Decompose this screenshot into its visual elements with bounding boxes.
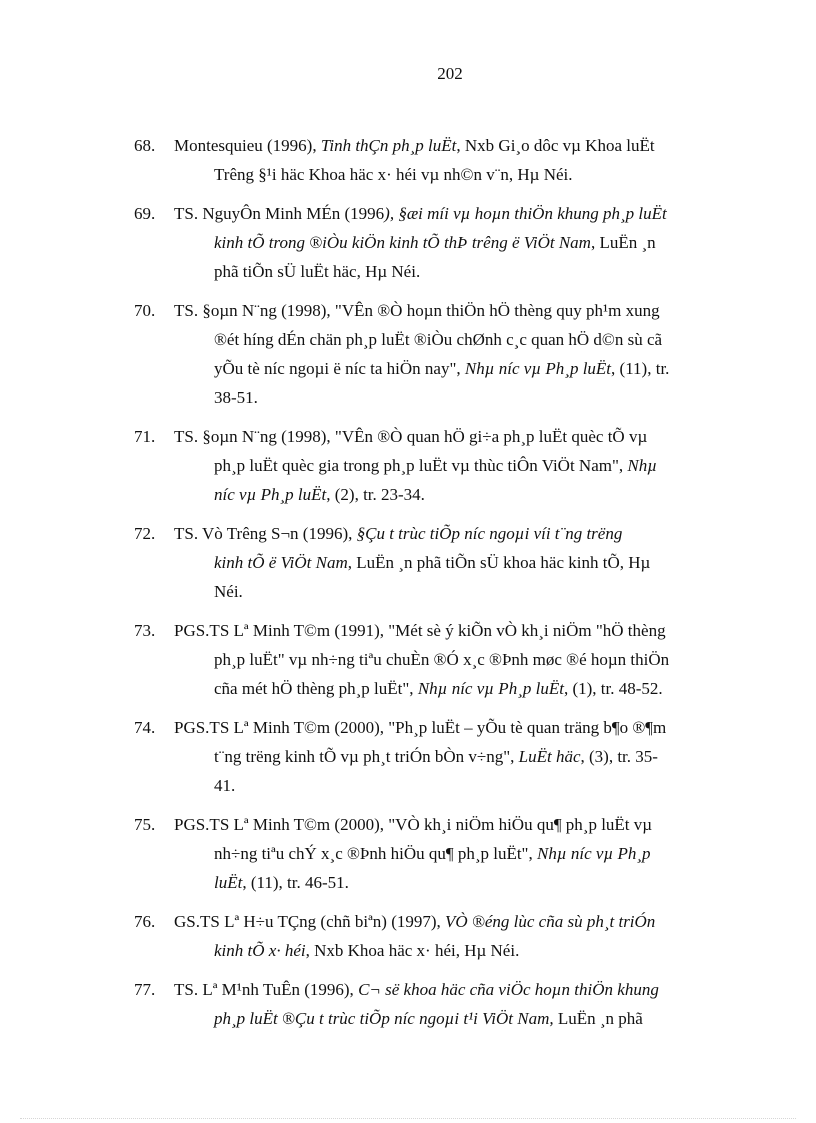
reference-number: 70. xyxy=(134,301,156,320)
reference-line xyxy=(174,868,816,897)
reference-line xyxy=(174,577,816,606)
reference-line xyxy=(174,839,816,868)
reference-item xyxy=(0,422,816,509)
reference-text: ph¸p luËt" vµ nh÷ng tiªu chuÈn ®Ó x¸c ®Þnh møc ®é hoµn thiÖn xyxy=(214,650,670,669)
reference-text: phã tiÕn sÜ luËt häc, Hµ Néi. xyxy=(214,262,421,281)
reference-text: 41. xyxy=(214,776,236,795)
reference-line xyxy=(174,228,816,257)
reference-line xyxy=(174,296,816,325)
italic-title-text: luËt xyxy=(214,873,243,892)
italic-title-text: Nhµ níc vµ Ph¸p luËt xyxy=(464,359,612,378)
reference-text: TS. Lª M¹nh TuÊn (1996), xyxy=(174,980,359,999)
italic-title-text: kinh tÕ x· héi xyxy=(214,941,306,960)
italic-title-text: Nhµ xyxy=(627,456,658,475)
italic-title-text: ph¸p luËt ®Çu t trùc tiÕp níc ngoµi t¹i ViÖt Nam, xyxy=(214,1009,554,1028)
reference-text: , Nxb Gi¸o dôc vµ Khoa luËt xyxy=(456,136,655,155)
reference-line xyxy=(174,742,816,771)
italic-title-text: Nhµ níc vµ Ph¸p xyxy=(537,844,651,863)
italic-title-text: Nhµ níc vµ Ph¸p luËt xyxy=(417,679,564,698)
reference-number: 73. xyxy=(134,621,156,640)
reference-item xyxy=(0,713,816,800)
reference-text: nh÷ng tiªu chÝ x¸c ®Þnh hiÖu qu¶ ph¸p luËt", xyxy=(214,844,537,863)
italic-title-text: VÒ ®éng lùc cña sù ph¸t triÓn xyxy=(445,912,656,931)
reference-text: yÕu tè níc ngoµi ë níc ta hiÖn nay", xyxy=(214,359,465,378)
reference-text: GS.TS Lª H÷u TÇng (chñ biªn) (1997), xyxy=(174,912,446,931)
italic-title-text: LuËt häc xyxy=(518,747,581,766)
reference-text: TS. NguyÔn Minh MÉn (1996 xyxy=(174,204,385,223)
reference-line xyxy=(174,548,816,577)
reference-text: , (1), tr. 48-52. xyxy=(563,679,663,698)
reference-text: , LuËn ¸n xyxy=(590,233,656,252)
reference-item xyxy=(0,810,816,897)
reference-line xyxy=(174,519,816,548)
reference-line xyxy=(174,1004,816,1033)
reference-line xyxy=(174,160,816,189)
reference-line xyxy=(174,480,816,509)
reference-text: , (11), tr. 46-51. xyxy=(242,873,349,892)
italic-title-text: kinh tÕ ë ViÖt Nam xyxy=(214,553,348,572)
reference-text: , LuËn ¸n phã tiÕn sÜ khoa häc kinh tÕ, Hµ xyxy=(347,553,651,572)
reference-line xyxy=(174,907,816,936)
reference-text: , (3), tr. 35- xyxy=(580,747,658,766)
italic-title-text: §Çu t trùc tiÕp níc ngoµi víi t¨ng trëng xyxy=(356,524,623,543)
reference-item xyxy=(0,131,816,189)
reference-text: ®ét híng dÉn chän ph¸p luËt ®iÒu chØnh c¸c quan hÖ d©n sù cã xyxy=(214,330,663,349)
reference-line xyxy=(174,645,816,674)
reference-text: cña mét hÖ thèng ph¸p luËt", xyxy=(214,679,418,698)
reference-text: 38-51. xyxy=(214,388,258,407)
reference-line xyxy=(174,199,816,228)
reference-line xyxy=(174,713,816,742)
reference-line xyxy=(174,810,816,839)
reference-line xyxy=(174,451,816,480)
italic-title-text: C¬ së khoa häc cña viÖc hoµn thiÖn khung xyxy=(358,980,659,999)
reference-item xyxy=(0,199,816,286)
reference-text: PGS.TS Lª Minh T©m (1991), "Mét sè ý kiÕn vÒ kh¸i niÖm "hÖ thèng xyxy=(174,621,666,640)
italic-title-text: ), §æi míi vµ hoµn thiÖn khung ph¸p luËt xyxy=(384,204,667,223)
reference-line xyxy=(174,771,816,800)
reference-line xyxy=(174,674,816,703)
italic-title-text: níc vµ Ph¸p luËt xyxy=(214,485,327,504)
reference-text: , Nxb Khoa häc x· héi, Hµ Néi. xyxy=(305,941,520,960)
reference-line xyxy=(174,257,816,286)
reference-text: Néi. xyxy=(214,582,243,601)
reference-number: 68. xyxy=(134,136,156,155)
reference-text: ph¸p luËt quèc gia trong ph¸p luËt vµ thùc tiÔn ViÖt Nam", xyxy=(214,456,628,475)
reference-text: TS. Vò Trêng S¬n (1996), xyxy=(174,524,357,543)
reference-text: PGS.TS Lª Minh T©m (2000), "Ph¸p luËt – yÕu tè quan träng b¶o ®¶m xyxy=(174,718,667,737)
reference-line xyxy=(174,975,816,1004)
reference-text: Montesquieu (1996), xyxy=(174,136,321,155)
reference-text: TS. §oµn N¨ng (1998), "VÊn ®Ò hoµn thiÖn hÖ thèng quy ph¹m xung xyxy=(174,301,660,320)
page-number: 202 xyxy=(437,64,463,83)
reference-number: 76. xyxy=(134,912,156,931)
reference-text: LuËn ¸n phã xyxy=(553,1009,643,1028)
reference-text: PGS.TS Lª Minh T©m (2000), "VÒ kh¸i niÖm hiÖu qu¶ ph¸p luËt vµ xyxy=(174,815,653,834)
reference-item xyxy=(0,907,816,965)
reference-item xyxy=(0,975,816,1033)
reference-text: TS. §oµn N¨ng (1998), "VÊn ®Ò quan hÖ gi÷a ph¸p luËt quèc tÕ vµ xyxy=(174,427,648,446)
reference-number: 75. xyxy=(134,815,156,834)
reference-number: 74. xyxy=(134,718,156,737)
reference-line xyxy=(174,616,816,645)
page-bottom-divider xyxy=(20,1118,796,1119)
reference-text: Trêng §¹i häc Khoa häc x· héi vµ nh©n v¨n, Hµ Néi. xyxy=(214,165,573,184)
reference-number: 69. xyxy=(134,204,156,223)
reference-text: t¨ng trëng kinh tÕ vµ ph¸t triÓn bÒn v÷ng", xyxy=(214,747,519,766)
reference-text: , (11), tr. xyxy=(611,359,670,378)
reference-number: 72. xyxy=(134,524,156,543)
reference-number: 71. xyxy=(134,427,156,446)
reference-line xyxy=(174,354,816,383)
reference-line xyxy=(174,131,816,160)
reference-item xyxy=(0,519,816,606)
reference-line xyxy=(174,383,816,412)
reference-list xyxy=(0,131,816,1043)
reference-number: 77. xyxy=(134,980,156,999)
reference-text: , (2), tr. 23-34. xyxy=(326,485,425,504)
reference-item xyxy=(0,616,816,703)
reference-line xyxy=(174,422,816,451)
italic-title-text: Tinh thÇn ph¸p luËt xyxy=(320,136,457,155)
reference-line xyxy=(174,936,816,965)
reference-line xyxy=(174,325,816,354)
italic-title-text: kinh tÕ trong ®iÒu kiÖn kinh tÕ thÞ trêng ë ViÖt Nam xyxy=(214,233,591,252)
reference-item xyxy=(0,296,816,412)
